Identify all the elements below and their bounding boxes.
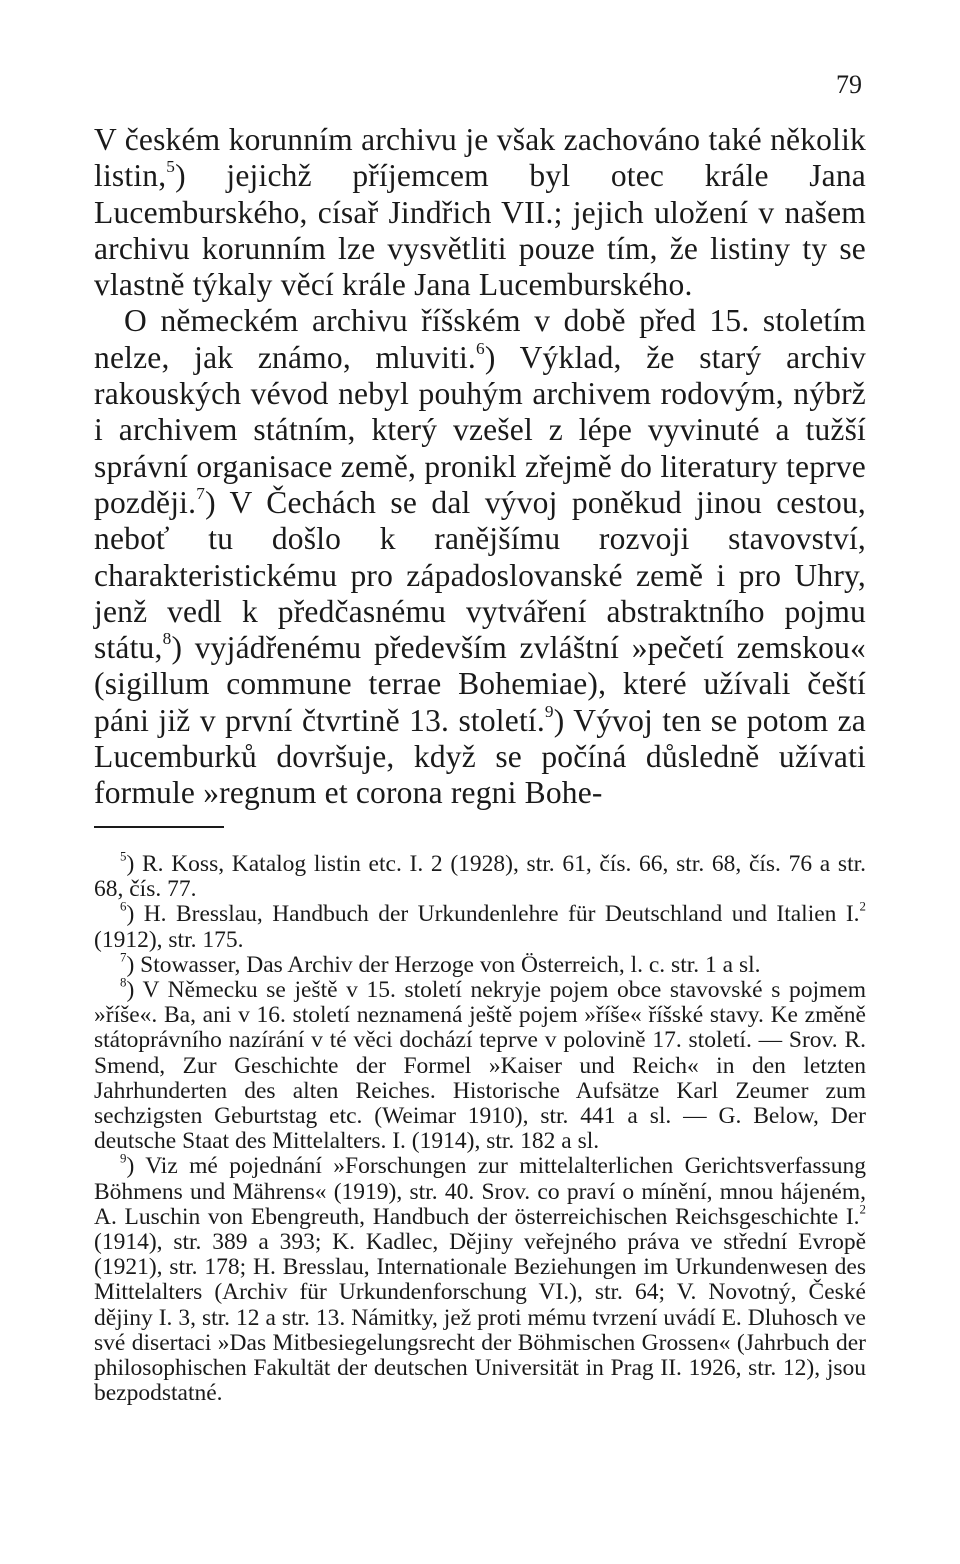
text-run: V českém korunním archivu je však zachováno také několik listin, bbox=[94, 122, 866, 194]
footnote-divider bbox=[94, 826, 224, 828]
footnote-text: ) Stowasser, Das Archiv der Herzoge von Österreich, l. c. str. 1 a sl. bbox=[126, 951, 761, 978]
text-run: O německém archivu říšském v době před 15. stoletím nelze, jak známo, mluviti. bbox=[94, 303, 866, 375]
footnote-ref[interactable]: 6 bbox=[476, 338, 485, 358]
footnote-marker: 9 bbox=[120, 1151, 127, 1167]
footnote-text: (1912), str. 175. bbox=[94, 926, 244, 953]
footnote-ref[interactable]: 9 bbox=[544, 701, 554, 721]
text-run: ) vyjádřenému především zvláštní »pečetí zemskou« (sigillum commune terrae Bohemiae), které užívali čeští páni již v první čtvrtině 13. století. bbox=[94, 630, 866, 738]
footnote-5 bbox=[94, 848, 866, 903]
footnote-text: ) Viz mé pojednání »Forschungen zur mittelalterlichen Gerichtsverfassung Böhmens und Mährens« (1919), str. 40. Srov. co praví o mínění, mnou hájeném, A. Luschin von Ebengreuth, Handbuch der österreichischen Reichsgeschichte I. bbox=[94, 1153, 866, 1230]
footnote-7 bbox=[94, 949, 866, 978]
edition-superscript: 2 bbox=[859, 899, 866, 915]
page-number: 79 bbox=[836, 70, 862, 99]
footnote-text: ) H. Bresslau, Handbuch der Urkundenlehre für Deutschland und Italien I. bbox=[126, 901, 860, 928]
footnote-9 bbox=[94, 1151, 866, 1407]
paragraph bbox=[94, 303, 866, 811]
text-run: ) jejichž příjemcem byl otec krále Jana Lucemburského, císař Jindřich VII.; jejich uložení v našem archivu korunním lze vysvětliti pouze tím, že listiny ty se vlastně týkaly věcí krále Jana Lucemburského. bbox=[94, 158, 866, 303]
text-run: ) Vývoj ten se potom za Lucemburků dovršuje, když se počíná důsledně užívati formule »regnum et corona regni Bohe- bbox=[94, 702, 866, 811]
footnote-ref[interactable]: 7 bbox=[196, 484, 206, 504]
footnote-text: ) R. Koss, Katalog listin etc. I. 2 (1928), str. 61, čís. 66, str. 68, čís. 76 a str. 68, čís. 77. bbox=[94, 851, 866, 903]
footnote-6 bbox=[94, 899, 866, 953]
footnotes bbox=[94, 848, 866, 1407]
footnote-ref[interactable]: 5 bbox=[166, 157, 176, 177]
footnote-8 bbox=[94, 974, 866, 1155]
edition-superscript: 2 bbox=[859, 1201, 866, 1217]
footnote-marker: 6 bbox=[120, 899, 127, 915]
main-text bbox=[94, 122, 866, 812]
footnote-text: (1914), str. 389 a 393; K. Kadlec, Dějiny veřejného práva ve střední Evropě (1921), str. 178; H. Bresslau, Internationale Beziehungen im Urkundenwesen des Mittelalters (Archiv für Urkundenforschung VI.), str. 64; V. Novotný, České dějiny I. 3, str. 12 a str. 13. Námitky, jež proti mému tvrzení uvádí E. Dluhosch ve své disertaci »Das Mitbesiegelungsrecht der Böhmischen Grossen« (Jahrbuch der philosophischen Fakultät der deutschen Universität in Prag II. 1926, str. 12), jsou bezpodstatné. bbox=[94, 1229, 866, 1407]
footnote-text: ) V Německu se ještě v 15. století nekryje pojem obce stavovské s pojmem »říše«. Ba, ani v 16. století neznamená ještě pojem »říše« říšské stavy. Ke změně státoprávního nazírání v té věci dochází teprve v polovině 17. století. — Srov. R. Smend, Zur Geschichte der Formel »Kaiser und Reich« in den letzten Jahrhunderten des alten Reiches. Historische Aufsätze Karl Zeumer zum sechzigsten Geburtstag etc. (Weimar 1910), str. 441 a sl. — G. Below, Der deutsche Staat des Mittelalters. I. (1914), str. 182 a sl. bbox=[94, 977, 866, 1155]
paragraph bbox=[94, 122, 866, 303]
text-run: ) V Čechách se dal vývoj poněkud jinou cestou, neboť tu došlo k ranějšímu rozvoji stavovství, charakteristickému pro západoslovanské země i pro Uhry, jenž vedl k předčasnému vytváření abstraktního pojmu státu, bbox=[94, 484, 866, 666]
footnote-marker: 8 bbox=[120, 974, 127, 990]
text-run: ) Výklad, že starý archiv rakouských vévod nebyl pouhým archivem rodovým, nýbrž i archivem státním, který vzešel z lépe vyvinuté a tužší správní organisace země, pronikl zřejmě do literatury teprve později. bbox=[94, 339, 866, 520]
footnote-marker: 7 bbox=[120, 949, 127, 965]
footnote-ref[interactable]: 8 bbox=[162, 629, 172, 649]
footnote-marker: 5 bbox=[120, 848, 127, 864]
